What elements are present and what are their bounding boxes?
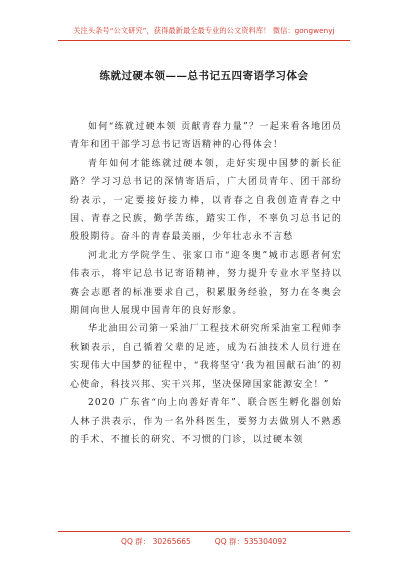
paragraph: 如何“练就过硬本领 贡献青春力量”？一起来看各地团员青年和团干部学习总书记寄语精神的心得体会！ <box>70 122 342 151</box>
header-banner: 关注头条号“公文研究”，获得最新最全最专业的公文资料库！ 微信：gongwenyj <box>73 26 335 35</box>
paragraph: 2020 广东省“向上向善好青年”、联合医生孵化器创始人林子洪表示，作为一名外科医生，要努力去做别人不熟悉的手术、不擅长的研究、不习惯的门诊，以过硬本领 <box>70 398 342 445</box>
header-divider <box>58 40 350 41</box>
footer-divider <box>58 531 350 532</box>
document-title: 练就过硬本领——总书记五四寄语学习体会 <box>99 70 309 82</box>
paragraph: 青年如何才能练就过硬本领，走好实现中国梦的新长征路？学习习总书记的深情寄语后，广大团员青年、团干部纷纷表示，一定要接好接力棒，以青春之自我创造青春之中国、青春之民族，勤学苦练，踏实工作，不辜负习总书记的殷殷期待。奋斗的青春最美丽，少年壮志永不言愁 <box>70 158 342 243</box>
paragraph: 河北北方学院学生、张家口市“迎冬奥”城市志愿者何宏伟表示，将牢记总书记寄语精神，努力提升专业水平坚持以赛会志愿者的标准要求自己，积累服务经验，努力在冬奥会期间向世人展现中国青年的良好形象。 <box>70 250 342 317</box>
footer <box>0 536 408 547</box>
footer-qq-group-2: QQ 群：535304092 <box>214 537 287 546</box>
document-body <box>70 118 342 449</box>
paragraph: 华北油田公司第一采油厂工程技术研究所采油室工程师李秋颖表示，自己循着父辈的足迹，成为石油技术人员行进在实现伟大中国梦的征程中，“我将坚守‘我为祖国献石油’的初心使命，科技兴邦、实干兴邦，坚决保障国家能源安全！” <box>70 324 342 390</box>
footer-qq-group-1: QQ 群： 30265665 <box>121 537 191 546</box>
